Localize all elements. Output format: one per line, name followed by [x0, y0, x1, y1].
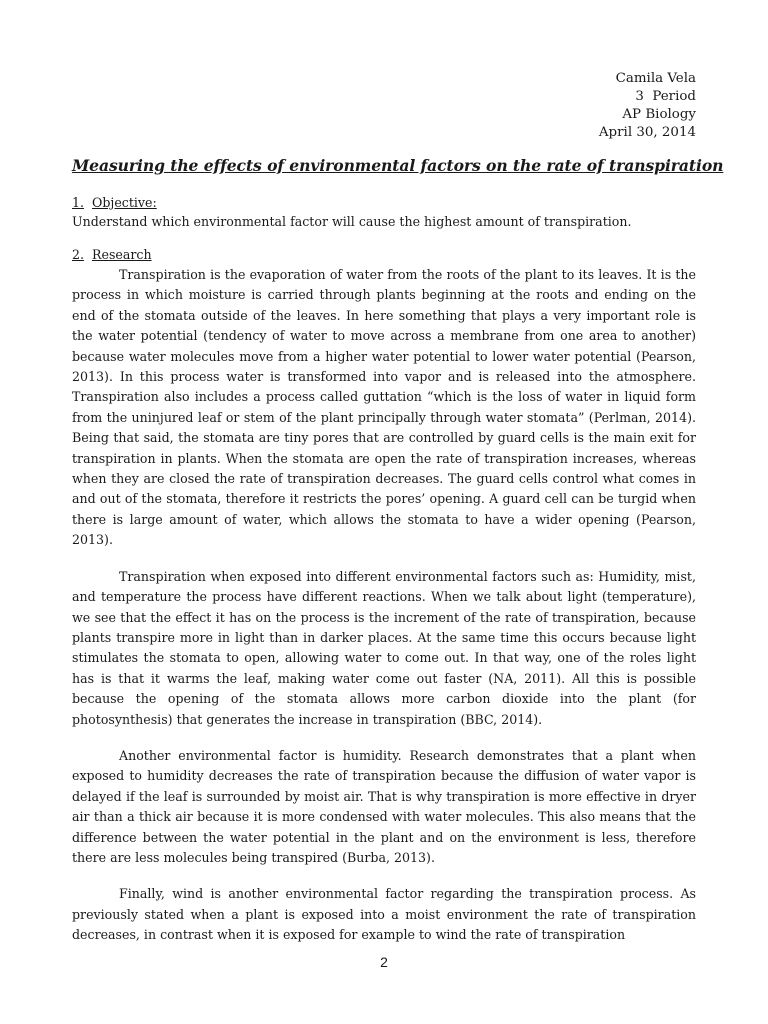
research-heading — [72, 245, 696, 264]
class-period: 3 Period — [635, 89, 696, 104]
objective-heading — [72, 193, 696, 212]
objective-text: Understand which environmental factor will cause the highest amount of transpiration. — [72, 214, 632, 229]
report-title: Measuring the effects of environmental factors on the rate of transpiration — [72, 156, 724, 175]
course-name: AP Biology — [622, 107, 696, 122]
research-paragraph: Transpiration is the evaporation of water from the roots of the plant to its leaves. It is the process in which moisture is carried through plants beginning at the roots and ending on the end of the stomata outside of the leaves. In here something that plays a very important role is the water potential (tendency of water to move across a membrane from one area to another) because water molecules move from a higher water potential to lower water potential (Pearson, 2013). In this process water is transformed into vapor and is released into the atmosphere. Transpiration also includes a process called guttation “which is the loss of water in liquid form from the uninjured leaf or stem of the plant principally through water stomata” (Perlman, 2014). Being that said, the stomata are tiny pores that are controlled by guard cells is the main exit for transpiration in plants. When the stomata are open the rate of transpiration increases, whereas when they are closed the rate of transpiration decreases. The guard cells control what comes in and out of the stomata, therefore it restricts the pores’ opening. A guard cell can be turgid when there is large amount of water, which allows the stomata to have a wider opening (Pearson, 2013). — [72, 267, 696, 548]
page-number: 2 — [380, 954, 388, 970]
research-body — [72, 265, 696, 962]
report-date: April 30, 2014 — [598, 125, 696, 140]
research-paragraph: Transpiration when exposed into different environmental factors such as: Humidity, mist, and temperature the process have different reactions. When we talk about light (temperature), we see that the effect it has on the process is the increment of the rate of transpiration, because plants transpire more in light than in darker places. At the same time this occurs because light stimulates the stomata to open, allowing water to come out. In that way, one of the roles light has is that it warms the leaf, making water come out faster (NA, 2011). All this is possible because the opening of the stomata allows more carbon dioxide into the plant (for photosynthesis) that generates the increase in transpiration (BBC, 2014). — [72, 568, 696, 727]
objective-number: 1. — [72, 195, 85, 210]
author-name: Camila Vela — [615, 71, 696, 86]
author-header — [599, 70, 696, 142]
objective-label: Objective: — [92, 195, 157, 210]
objective-section — [72, 193, 696, 231]
research-paragraph: Finally, wind is another environmental factor regarding the transpiration process. As previously stated when a plant is exposed into a moist environment the rate of transpiration decreases, in contrast when it is exposed for example to wind the rate of transpiration — [72, 886, 696, 943]
research-label: Research — [92, 247, 152, 262]
research-paragraph: Another environmental factor is humidity. Research demonstrates that a plant when exposed to humidity decreases the rate of transpiration because the diffusion of water vapor is delayed if the leaf is surrounded by moist air. That is why transpiration is more effective in dryer air than a thick air because it is more condensed with water molecules. This also means that the difference between the water potential in the plant and on the environment is less, therefore there are less molecules being transpired (Burba, 2013). — [72, 747, 696, 865]
research-number: 2. — [72, 247, 85, 262]
